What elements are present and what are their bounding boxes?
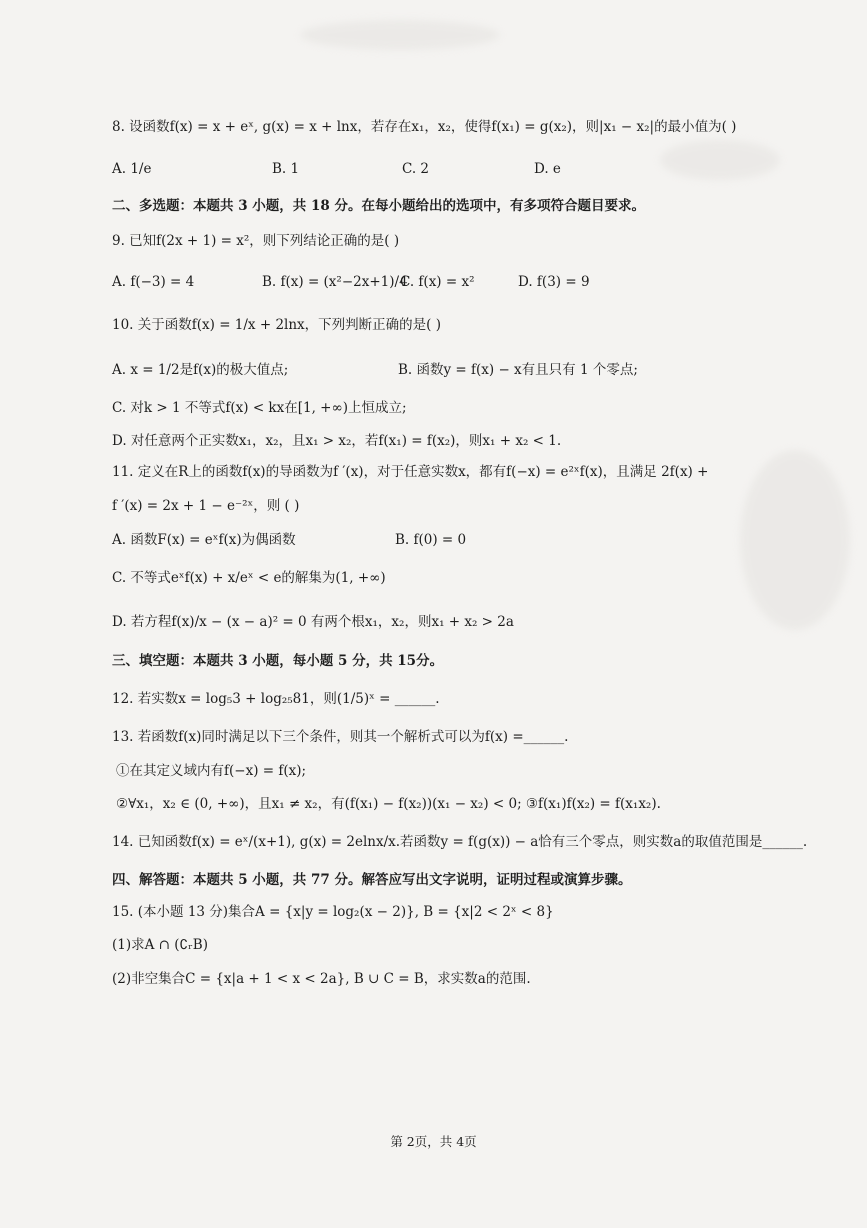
- question-14: 14. 已知函数f(x) = eˣ/(x+1), g(x) = 2elnx/x.若函数y = f(g(x)) − a恰有三个零点，则实数a的取值范围是______.: [112, 834, 808, 850]
- q11-option-a: A. 函数F(x) = eˣf(x)为偶函数: [112, 532, 296, 548]
- section-3-heading: 三、填空题：本题共 3 小题，每小题 5 分，共 15分。: [112, 653, 444, 669]
- q8-option-b: B. 1: [272, 161, 300, 177]
- q11-option-d: D. 若方程f(x)/x − (x − a)² = 0 有两个根x₁，x₂，则x₁ + x₂ > 2a: [112, 614, 514, 630]
- q8-option-a: A. 1/e: [112, 161, 152, 177]
- question-11-stem-line1: 11. 定义在R上的函数f(x)的导函数为f ′(x)，对于任意实数x，都有f(−x) = e²ˣf(x)，且满足 2f(x) +: [112, 464, 709, 480]
- section-2-heading: 二、多选题：本题共 3 小题，共 18 分。在每小题给出的选项中，有多项符合题目要求。: [112, 198, 645, 214]
- q11-option-b: B. f(0) = 0: [395, 532, 467, 548]
- question-8-stem: 8. 设函数f(x) = x + eˣ, g(x) = x + lnx，若存在x₁，x₂，使得f(x₁) = g(x₂)，则|x₁ − x₂|的最小值为( ): [112, 119, 737, 135]
- question-10-stem: 10. 关于函数f(x) = 1/x + 2lnx，下列判断正确的是( ): [112, 317, 441, 333]
- q10-option-c: C. 对k > 1 不等式f(x) < kx在[1, +∞)上恒成立;: [112, 400, 407, 416]
- question-11-stem-line2: f ′(x) = 2x + 1 − e⁻²ˣ，则 ( ): [112, 498, 300, 514]
- q9-option-b: B. f(x) = (x²−2x+1)/4: [262, 274, 408, 290]
- scan-smudge: [660, 140, 780, 180]
- q9-option-a: A. f(−3) = 4: [112, 274, 195, 290]
- q10-option-a: A. x = 1/2是f(x)的极大值点;: [112, 362, 289, 378]
- section-4-heading: 四、解答题：本题共 5 小题，共 77 分。解答应写出文字说明，证明过程或演算步骤。: [112, 872, 632, 888]
- scan-smudge: [300, 20, 500, 50]
- q8-option-c: C. 2: [402, 161, 430, 177]
- scan-smudge: [740, 450, 850, 630]
- q10-option-b: B. 函数y = f(x) − x有且只有 1 个零点;: [398, 362, 638, 378]
- q15-part-2: (2)非空集合C = {x|a + 1 < x < 2a}, B ∪ C = B，求实数a的范围.: [112, 971, 531, 987]
- page-footer: 第 2页，共 4页: [390, 1134, 477, 1149]
- q9-option-c: C. f(x) = x²: [400, 274, 475, 290]
- q11-option-c: C. 不等式eˣf(x) + x/eˣ < e的解集为(1, +∞): [112, 570, 386, 586]
- question-12: 12. 若实数x = log₅3 + log₂₅81，则(1/5)ˣ = ______.: [112, 691, 440, 707]
- question-15-stem: 15. (本小题 13 分)集合A = {x|y = log₂(x − 2)}, B = {x|2 < 2ˣ < 8}: [112, 904, 554, 920]
- q10-option-d: D. 对任意两个正实数x₁，x₂，且x₁ > x₂，若f(x₁) = f(x₂)，则x₁ + x₂ < 1.: [112, 433, 562, 449]
- q15-part-1: (1)求A ∩ (∁ᵣB): [112, 937, 208, 953]
- q8-option-d: D. e: [534, 161, 561, 177]
- q9-option-d: D. f(3) = 9: [518, 274, 590, 290]
- question-9-stem: 9. 已知f(2x + 1) = x²，则下列结论正确的是( ): [112, 233, 400, 249]
- question-13-stem: 13. 若函数f(x)同时满足以下三个条件，则其一个解析式可以为f(x) =______.: [112, 729, 569, 745]
- q13-condition-1: ①在其定义域内有f(−x) = f(x);: [116, 763, 307, 779]
- q13-condition-2-3: ②∀x₁，x₂ ∈ (0, +∞)，且x₁ ≠ x₂，有(f(x₁) − f(x₂))(x₁ − x₂) < 0; ③f(x₁)f(x₂) = f(x₁x₂).: [116, 796, 661, 812]
